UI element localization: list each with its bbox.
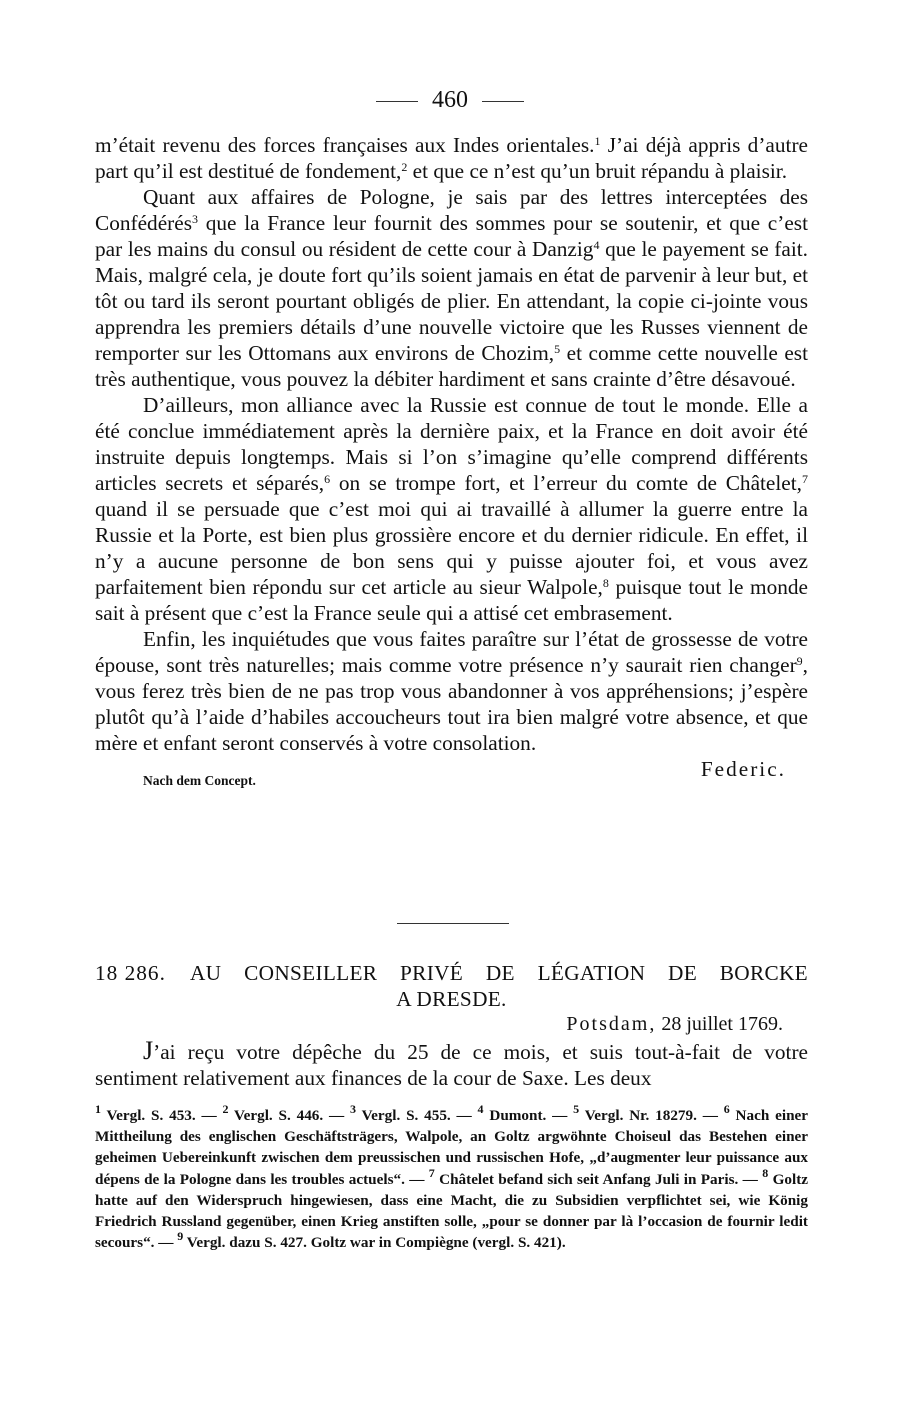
paragraph-text: et comme cette nouvelle est très authentique, vous pouvez la débiter hardiment et sans crainte d’être désavoué. — [95, 341, 809, 391]
footnotes — [95, 1102, 809, 1253]
paragraph — [95, 626, 808, 756]
footnote-text: Dumont. — — [483, 1107, 574, 1124]
paragraph — [95, 132, 808, 184]
initial-letter: J — [143, 1036, 154, 1065]
paragraphs — [95, 132, 808, 756]
letter-closing — [95, 756, 808, 794]
footnote-marker: 4 — [477, 1102, 484, 1116]
section-separator — [397, 923, 509, 924]
footnote-marker: 9 — [177, 1229, 184, 1244]
paragraph-text: que la France leur fournit des sommes pour se soutenir, et que c’est par les mains du consul ou résident de cette cour à Danzig — [95, 211, 808, 261]
letter-title-line1: AU CONSEILLER PRIVÉ DE LÉGATION DE BORCKE — [190, 961, 808, 985]
letter-date: 28 juillet 1769. — [661, 1013, 783, 1035]
footnote-text: Châtelet befand sich seit Anfang Juli in Paris. — — [434, 1170, 763, 1188]
signature: Federic. — [700, 757, 786, 781]
paragraph-text: Quant aux affaires de Pologne, je sais par des lettres interceptées des Confédérés — [95, 185, 808, 235]
footnote-marker: 7 — [428, 1165, 435, 1180]
footnote-text: Vergl. dazu S. 427. Goltz war in Compiègne (vergl. S. 421). — [183, 1234, 566, 1252]
footnote-text: Goltz hatte auf den Widerspruch hingewiesen, dass eine Macht, die zu Subsidien verpflichtet sei, wie König Friedrich Russland gegenüber, einen Krieg anstiften solle, „pour se donner par là l’occasion de fournir ledit secours“. — — [95, 1170, 808, 1252]
paragraph-text: et que ce n’est qu’un bruit répandu à plaisir. — [407, 159, 788, 183]
letter-body-continued — [95, 132, 808, 794]
new-letter-paragraph — [95, 1038, 808, 1091]
paragraph-text: D’ailleurs, mon alliance avec la Russie est connue de tout le monde. Elle a été conclue immédiatement après la dernière paix, et la France en doit avoir été instruite depuis longtemps. Mais si l’on s’imagine qu’elle comprend différents articles secrets et séparés, — [95, 393, 808, 495]
footnote-ref: 2 — [401, 160, 408, 174]
footnote-marker: 1 — [95, 1102, 101, 1116]
paragraph-text: m’était revenu des forces françaises aux Indes orientales. — [95, 133, 595, 157]
footnote-ref: 7 — [802, 472, 808, 486]
paragraph-text: , vous ferez très bien de ne pas trop vous abandonner à vos appréhensions; j’espère plutôt qu’à l’aide d’habiles accoucheurs tout ira bien malgré votre absence, et que mère et enfant seront conservés à votre consolation. — [95, 653, 808, 755]
footnote-marker: 8 — [762, 1165, 769, 1180]
footnote-ref: 8 — [602, 576, 609, 590]
header-rule-left — [376, 101, 418, 102]
page-header — [0, 86, 900, 114]
footnote-ref: 1 — [594, 134, 601, 148]
footnote-marker: 3 — [350, 1102, 357, 1116]
paragraph-text: Enfin, les inquiétudes que vous faites paraître sur l’état de grossesse de votre épouse, sont très naturelles; mais comme votre présence n’y saurait rien changer — [95, 627, 808, 677]
footnote-ref: 9 — [796, 654, 803, 668]
paragraph-text: on se trompe fort, et l’erreur du comte de Châtelet, — [330, 471, 802, 495]
letter-place: Potsdam, — [566, 1013, 657, 1035]
letter-number: 18 286. — [95, 961, 166, 985]
footnote-marker: 5 — [573, 1102, 580, 1116]
new-letter-body — [95, 1038, 808, 1091]
paragraph-text: puisque tout le monde sait à présent que c’est la France seule qui a attisé cet embrasement. — [95, 575, 809, 625]
footnote-text: Vergl. Nr. 18279. — — [579, 1107, 724, 1124]
footnote-text: Vergl. S. 453. — — [101, 1107, 223, 1124]
footnote-text: Nach einer Mittheilung des englischen Geschäftsträgers, Walpole, an Goltz argwöhnte Choiseul das Bestehen einer geheimen Uebereinkunft zwischen dem preussischen und russischen Hofe, „d’augmenter leur puissance aux dépens de la Pologne dans les troubles actuels“. — — [95, 1107, 809, 1188]
footnote-marker: 6 — [723, 1102, 730, 1116]
paragraph-text: que le payement se fait. Mais, malgré cela, je doute fort qu’ils soient jamais en état de parvenir à leur but, et tôt ou tard ils seront pourtant obligés de plier. En attendant, la copie ci-jointe vous apprendra les premiers détails d’une nouvelle victoire que les Russes viennent de remporter sur les Ottomans aux environs de Chozim, — [95, 237, 808, 365]
page-number: 460 — [432, 87, 468, 113]
letter-title-line2: A DRESDE. — [396, 987, 507, 1011]
footnotes-paragraph — [95, 1102, 809, 1253]
footnote-ref: 5 — [554, 342, 561, 356]
footnote-ref: 6 — [324, 472, 331, 486]
paragraph-text: J’ai déjà appris d’autre part qu’il est destitué de fondement, — [95, 133, 808, 183]
paragraph — [95, 392, 808, 626]
footnote-text: Vergl. S. 455. — — [356, 1107, 478, 1124]
source-note: Nach dem Concept. — [143, 773, 256, 788]
footnote-text: Vergl. S. 446. — — [228, 1107, 351, 1124]
footnote-ref: 4 — [593, 238, 600, 252]
footnote-marker: 2 — [222, 1102, 229, 1116]
paragraph-text: quand il se persuade que c’est moi qui ai travaillé à allumer la guerre entre la Russie et la Porte, est bien plus grossière encore et du dernier ridicule. En effet, il n’y a aucune personne de bon sens qui y puisse ajouter foi, et vous avez parfaitement bien répondu sur cet article au sieur Walpole, — [95, 497, 808, 599]
new-letter-text: ’ai reçu votre dépêche du 25 de ce mois, et suis tout-à-fait de votre sentiment relativement aux finances de la cour de Saxe. Les deux — [95, 1040, 808, 1090]
header-rule-right — [482, 101, 524, 102]
place-date — [95, 1011, 783, 1037]
footnote-ref: 3 — [191, 212, 198, 226]
paragraph — [95, 184, 808, 392]
